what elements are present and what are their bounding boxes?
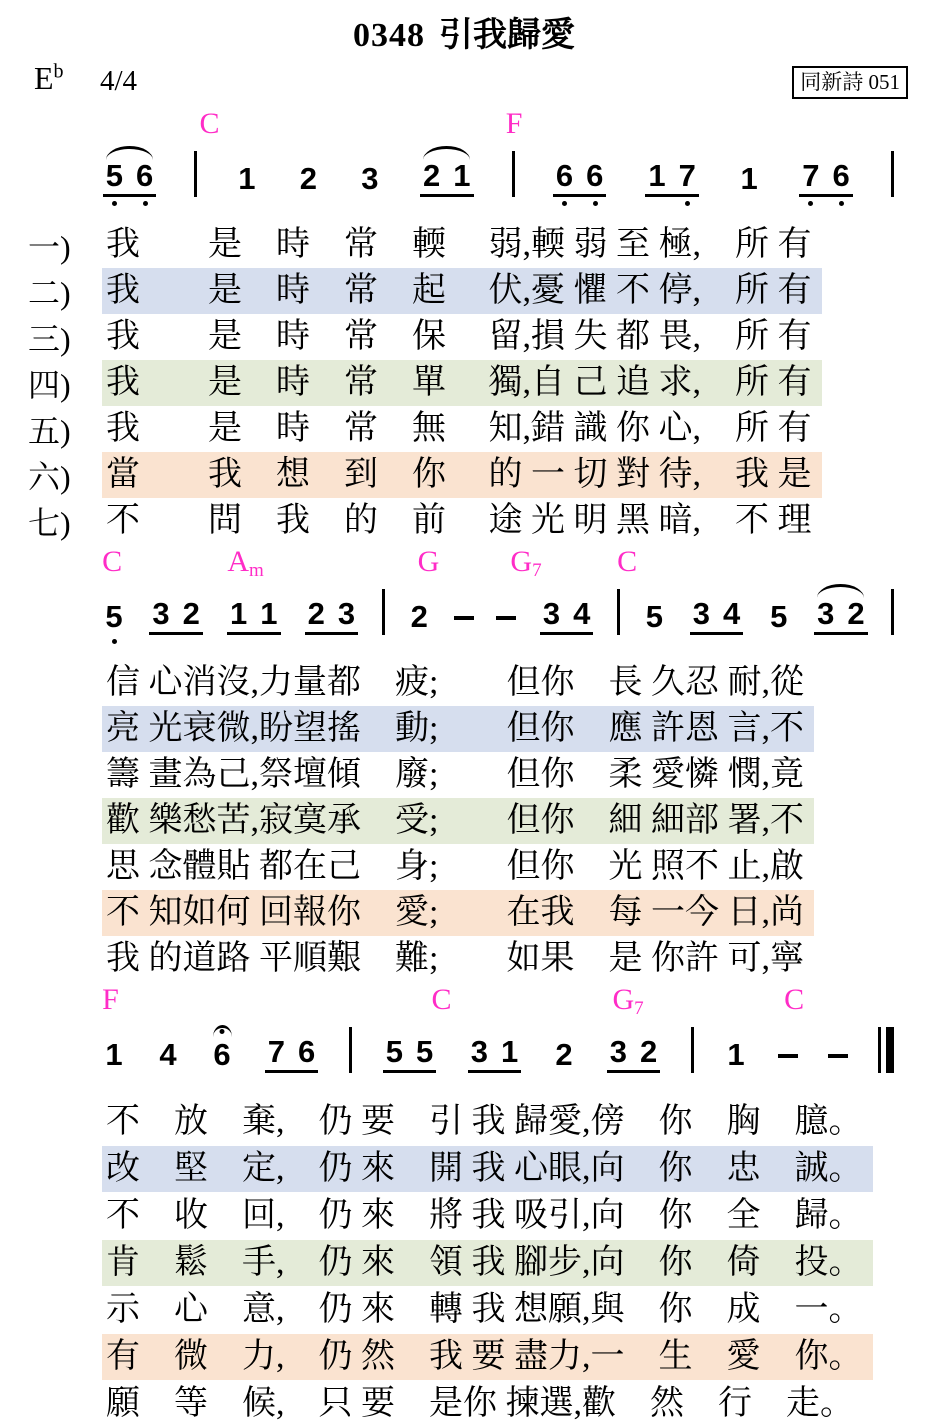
octave-dot-cell: [410, 635, 428, 648]
note-digit: 7: [802, 158, 820, 193]
octave-dot-cell: [470, 1073, 488, 1086]
note-digits: [297, 163, 320, 197]
held-note-dash: [828, 1054, 848, 1058]
lyric-row: [0, 1239, 928, 1286]
lyric-row: [0, 844, 928, 890]
octave-dot-cell: [105, 635, 123, 648]
note-digit: 5: [105, 158, 123, 193]
octave-dots: [102, 197, 157, 210]
page-title: [0, 0, 928, 58]
octave-dot-cell: [802, 197, 820, 210]
chord-label: F: [505, 107, 523, 140]
bar-line: [691, 1027, 694, 1073]
bar-line: [512, 151, 515, 197]
notation-row: [102, 144, 894, 210]
lyric-text: 不 知如何 回報你 愛; 在我 每 一今 日,尚: [102, 890, 814, 936]
octave-dots: [264, 1073, 319, 1086]
note-pair: [689, 582, 744, 648]
note-digit: 2: [423, 158, 441, 193]
section-1: [0, 106, 928, 544]
note-digit: 5: [416, 1034, 434, 1069]
lyric-row: [0, 1145, 928, 1192]
bar-line: [891, 151, 894, 197]
section-3: [0, 982, 928, 1424]
note-digit: 3: [817, 596, 835, 631]
note-digit: 3: [361, 161, 379, 196]
chord-row: [0, 982, 928, 1018]
octave-dot-cell: [183, 635, 201, 648]
octave-dots: [606, 1073, 661, 1086]
time-signature: 4/4: [100, 65, 138, 97]
note-digits: [408, 601, 431, 635]
verse-number: 五): [28, 413, 71, 449]
notation-row: [102, 1020, 894, 1086]
octave-dots: [539, 635, 594, 648]
verse-number: 七): [28, 505, 71, 541]
note-digits: [156, 1039, 179, 1073]
low-octave-dot: [685, 201, 690, 206]
note-digit: 3: [542, 596, 561, 631]
note-digit: 6: [832, 158, 850, 193]
octave-dot-cell: [298, 1073, 316, 1086]
octave-dot-cell: [640, 1073, 658, 1086]
verse-number: 三): [28, 321, 71, 357]
note-digit: 6: [136, 158, 154, 193]
octave-dots: [813, 635, 868, 648]
octave-dot-cell: [847, 635, 865, 648]
octave-dot-cell: [453, 197, 471, 210]
lyric-text: 籌 畫為己,祭壇傾 廢; 但你 柔 愛憐 憫,竟: [106, 756, 804, 793]
lyric-text: 肯 鬆 手, 仍 來 領 我 腳步,向 你 倚 投。: [102, 1240, 873, 1286]
octave-dots: [689, 635, 744, 648]
lyric-text: 歡 樂愁苦,寂寞承 受; 但你 細 細部 署,不: [102, 798, 814, 844]
note-digits: [265, 1036, 319, 1073]
octave-dot-cell: [213, 1073, 231, 1086]
note: [102, 1023, 126, 1086]
note-digits: [553, 160, 607, 197]
octave-dots: [149, 635, 204, 648]
note-pair: [382, 1020, 437, 1086]
octave-dot-cell: [152, 635, 170, 648]
octave-dots: [552, 1073, 576, 1086]
lyric-text: 信 心消沒,力量都 疲; 但你 長 久忍 耐,從: [106, 664, 804, 701]
low-octave-dot: [143, 201, 148, 206]
note-digits: [737, 163, 760, 197]
octave-dot-cell: [833, 197, 851, 210]
note-digit: 1: [501, 1034, 519, 1069]
note-digit: 4: [159, 1037, 177, 1072]
octave-dot-cell: [361, 197, 379, 210]
octave-dots: [799, 197, 854, 210]
octave-dots: [552, 197, 607, 210]
lyric-row: [0, 660, 928, 706]
bar-line: [194, 151, 197, 197]
octave-dot-cell: [260, 635, 278, 648]
octave-dot-cell: [609, 1073, 627, 1086]
lyric-row: [0, 268, 928, 314]
note-pair: [264, 1020, 319, 1086]
lyric-text: 思 念體貼 都在己 身; 但你 光 照不 止,啟: [106, 848, 804, 885]
lyrics: [0, 222, 928, 544]
octave-dots: [210, 1073, 234, 1086]
octave-dot-cell: [159, 1073, 177, 1086]
note-digits: [210, 1039, 233, 1073]
lyric-row: [0, 1098, 928, 1145]
note: [767, 585, 791, 648]
note: [102, 585, 126, 648]
octave-dot-cell: [648, 197, 666, 210]
lyric-text: 我 是 時 常 輭 弱,輭 弱 至 極, 所 有: [106, 226, 812, 263]
lyric-text: 我 是 時 常 保 留,損 失 都 畏, 所 有: [106, 318, 812, 355]
low-octave-dot: [839, 201, 844, 206]
lyric-text: 願 等 候, 只 要 是你 揀選,歡 然 行 走。: [106, 1384, 854, 1422]
note-digit: 1: [230, 596, 248, 631]
note-digits: [420, 160, 474, 197]
octave-dot-cell: [723, 635, 741, 648]
chord-row: [0, 544, 928, 580]
note-digit: 5: [645, 599, 664, 634]
lyric-text: 我 的道路 平順艱 難; 如果 是 你許 可,寧: [106, 940, 804, 977]
note-digit: 6: [298, 1034, 316, 1069]
note-digits: [383, 1036, 437, 1073]
note-digits: [645, 160, 699, 197]
octave-dot-cell: [385, 1073, 403, 1086]
note-pair: [419, 144, 474, 210]
note-digit: 3: [470, 1034, 488, 1069]
final-bar-thin: [878, 1027, 881, 1073]
octave-dot-cell: [416, 1073, 434, 1086]
octave-dot-cell: [555, 197, 573, 210]
verse-number: 一): [28, 229, 71, 265]
octave-dot-cell: [238, 197, 256, 210]
note-digit: 1: [238, 161, 256, 196]
note-pair: [799, 144, 854, 210]
note-digit: 1: [740, 161, 758, 196]
note-digits: [799, 160, 853, 197]
chord-subscript: 7: [634, 998, 644, 1019]
note-digits: [102, 1039, 125, 1073]
lyric-row: [0, 890, 928, 936]
octave-dot-cell: [555, 1073, 573, 1086]
note-digits: [814, 598, 868, 635]
octave-dots: [304, 635, 359, 648]
octave-dot-cell: [299, 197, 317, 210]
fermata-icon: [213, 1025, 232, 1037]
lyric-row: [0, 498, 928, 544]
note-digit: 1: [727, 1037, 745, 1072]
lyric-row: [0, 1192, 928, 1239]
lyric-row: [0, 314, 928, 360]
octave-dots: [419, 197, 474, 210]
octave-dots: [156, 1073, 180, 1086]
lyric-text: 示 心 意, 仍 來 轉 我 想願,與 你 成 一。: [106, 1290, 863, 1328]
note-digits: [540, 598, 594, 635]
note-digit: 5: [385, 1034, 403, 1069]
note-digit: 2: [307, 596, 325, 631]
note-digits: [468, 1036, 522, 1073]
note: [210, 1023, 234, 1086]
note-pair: [102, 144, 157, 210]
octave-dot-cell: [727, 1073, 745, 1086]
octave-dots: [382, 1073, 437, 1086]
low-octave-dot: [808, 201, 813, 206]
note-digit: 2: [182, 596, 200, 631]
bar-line: [617, 589, 620, 635]
chord-row: [0, 106, 928, 142]
lyric-text: 我 是 時 常 起 伏,憂 懼 不 停, 所 有: [102, 268, 822, 314]
key-letter: E: [34, 60, 54, 96]
octave-dots: [724, 1073, 748, 1086]
lyric-row: [0, 406, 928, 452]
lyric-text: 改 堅 定, 仍 來 開 我 心眼,向 你 忠 誠。: [102, 1146, 873, 1192]
final-bar-thick: [886, 1027, 894, 1073]
note-pair: [149, 582, 204, 648]
note-digit: 5: [770, 599, 788, 634]
lyric-row: [0, 1380, 928, 1424]
octave-dot-cell: [267, 1073, 285, 1086]
octave-dot-cell: [105, 197, 123, 210]
lyrics: [0, 660, 928, 982]
octave-dot-cell: [422, 197, 440, 210]
note-digits: [552, 1039, 575, 1073]
note-digit: 2: [555, 1037, 573, 1072]
lyric-row: [0, 222, 928, 268]
note: [724, 1023, 748, 1086]
note: [642, 585, 666, 648]
octave-dots: [102, 1073, 126, 1086]
note-pair: [539, 582, 594, 648]
octave-dots: [235, 197, 259, 210]
chord-label: C: [102, 545, 123, 578]
lyric-text: 我 是 時 常 單 獨,自 己 追 求, 所 有: [102, 360, 822, 406]
bar-line: [349, 1027, 352, 1073]
octave-dot-cell: [229, 635, 247, 648]
hymn-number: 0348: [353, 17, 425, 54]
note-digit: 6: [586, 158, 604, 193]
octave-dots: [467, 1073, 522, 1086]
note-digits: [149, 598, 203, 635]
note-digits: [305, 598, 359, 635]
note-digit: 1: [648, 158, 666, 193]
note-pair: [606, 1020, 661, 1086]
note-pair: [467, 1020, 522, 1086]
note-digits: [607, 1036, 661, 1073]
lyric-row: [0, 798, 928, 844]
note-digits: [227, 598, 281, 635]
note-digits: [690, 598, 744, 635]
octave-dot-cell: [770, 635, 788, 648]
notation-row: [102, 582, 894, 648]
held-note-dash: [454, 616, 474, 620]
note-top-zone: [210, 1023, 234, 1039]
low-octave-dot: [562, 201, 567, 206]
octave-dots: [296, 197, 320, 210]
note-digit: 6: [213, 1037, 231, 1072]
final-bar-line: [878, 1027, 894, 1073]
note: [156, 1023, 180, 1086]
chord-subscript: m: [249, 560, 264, 581]
note-digit: 3: [152, 596, 170, 631]
lyric-row: [0, 452, 928, 498]
key-row: [0, 58, 928, 106]
note-digit: 7: [678, 158, 696, 193]
octave-dots: [358, 197, 382, 210]
note-digits: [724, 1039, 747, 1073]
octave-dots: [642, 635, 666, 648]
chord-label: G: [417, 545, 440, 578]
lyric-text: 不 放 棄, 仍 要 引 我 歸愛,傍 你 胸 臆。: [106, 1102, 863, 1140]
note-digit: 7: [267, 1034, 285, 1069]
octave-dot-cell: [692, 635, 710, 648]
octave-dots: [407, 635, 431, 648]
note-digit: 5: [105, 599, 123, 634]
octave-dot-cell: [338, 635, 356, 648]
note-digit: 6: [555, 158, 574, 193]
octave-dots: [102, 635, 126, 648]
note: [552, 1023, 576, 1086]
low-octave-dot: [112, 639, 117, 644]
lyric-row: [0, 360, 928, 406]
note-digits: [358, 163, 381, 197]
octave-dot-cell: [645, 635, 663, 648]
chord-label: C: [431, 983, 452, 1016]
chord-label: F: [102, 983, 119, 1016]
note-digit: 2: [640, 1034, 658, 1069]
note-digits: [643, 601, 666, 635]
lyric-row: [0, 706, 928, 752]
lyric-text: 我 是 時 常 無 知,錯 識 你 心, 所 有: [106, 410, 812, 447]
verse-number: 四): [28, 367, 71, 403]
verse-number: 二): [28, 275, 71, 311]
octave-dot-cell: [105, 1073, 123, 1086]
octave-dot-cell: [501, 1073, 519, 1086]
octave-dots: [226, 635, 281, 648]
lyric-text: 不 收 回, 仍 來 將 我 吸引,向 你 全 歸。: [106, 1196, 863, 1234]
note-digits: [103, 160, 157, 197]
octave-dot-cell: [307, 635, 325, 648]
note: [235, 147, 259, 210]
octave-dot-cell: [816, 635, 834, 648]
note-digit: 2: [847, 596, 865, 631]
note-digit: 1: [260, 596, 278, 631]
note: [737, 147, 761, 210]
key-signature: [34, 58, 64, 98]
reference-badge: 同新詩 051: [792, 66, 908, 99]
key-accidental: b: [53, 60, 64, 83]
note-digit: 1: [453, 158, 471, 193]
note-pair: [226, 582, 281, 648]
note-digit: 2: [410, 599, 428, 634]
note-pair: [304, 582, 359, 648]
note-digit: 2: [299, 161, 317, 196]
lyric-text: 當 我 想 到 你 的 一 切 對 待, 我 是: [102, 452, 822, 498]
held-note-dash: [778, 1054, 798, 1058]
low-octave-dot: [112, 201, 117, 206]
octave-dot-cell: [586, 197, 604, 210]
note-pair: [645, 144, 700, 210]
chord-label: C: [784, 983, 805, 1016]
chord-subscript: 7: [532, 560, 542, 581]
note-digits: [235, 163, 258, 197]
chord-label: $G_7$: [510, 545, 542, 581]
chord-label: $A_m$: [227, 545, 264, 581]
note-digit: 4: [573, 596, 591, 631]
octave-dot-cell: [679, 197, 697, 210]
note-digit: 3: [692, 596, 711, 631]
note-digit: 1: [105, 1037, 123, 1072]
lyric-text: 有 微 力, 仍 然 我 要 盡力,一 生 愛 你。: [102, 1334, 873, 1380]
note-digits: [767, 601, 790, 635]
note: [358, 147, 382, 210]
bar-line: [382, 589, 385, 635]
octave-dots: [645, 197, 700, 210]
low-octave-dot: [593, 201, 598, 206]
note-pair: [552, 144, 607, 210]
lyric-text: 亮 光衰微,盼望搖 動; 但你 應 許恩 言,不: [102, 706, 814, 752]
chord-label: C: [199, 107, 220, 140]
held-note-dash: [496, 616, 516, 620]
chord-label: $G_7$: [612, 983, 644, 1019]
note-digit: 3: [337, 596, 356, 631]
lyric-row: [0, 1333, 928, 1380]
octave-dot-cell: [573, 635, 591, 648]
lyric-row: [0, 1286, 928, 1333]
lyric-text: 不 問 我 的 前 途 光 明 黑 暗, 不 理: [106, 502, 812, 539]
octave-dot-cell: [136, 197, 154, 210]
section-2: [0, 544, 928, 982]
note-digit: 3: [609, 1034, 627, 1069]
note-pair: [813, 582, 868, 648]
lyric-row: [0, 752, 928, 798]
lyric-row: [0, 936, 928, 982]
note: [407, 585, 431, 648]
bar-line: [891, 589, 894, 635]
note-digit: 4: [723, 596, 741, 631]
verse-number: 六): [28, 459, 71, 495]
note-digits: [102, 601, 125, 635]
octave-dots: [767, 635, 791, 648]
lyrics: [0, 1098, 928, 1424]
octave-dot-cell: [542, 635, 560, 648]
hymn-title-text: 引我歸愛: [439, 17, 575, 54]
chord-label: C: [617, 545, 638, 578]
note: [296, 147, 320, 210]
octave-dot-cell: [740, 197, 758, 210]
octave-dots: [737, 197, 761, 210]
